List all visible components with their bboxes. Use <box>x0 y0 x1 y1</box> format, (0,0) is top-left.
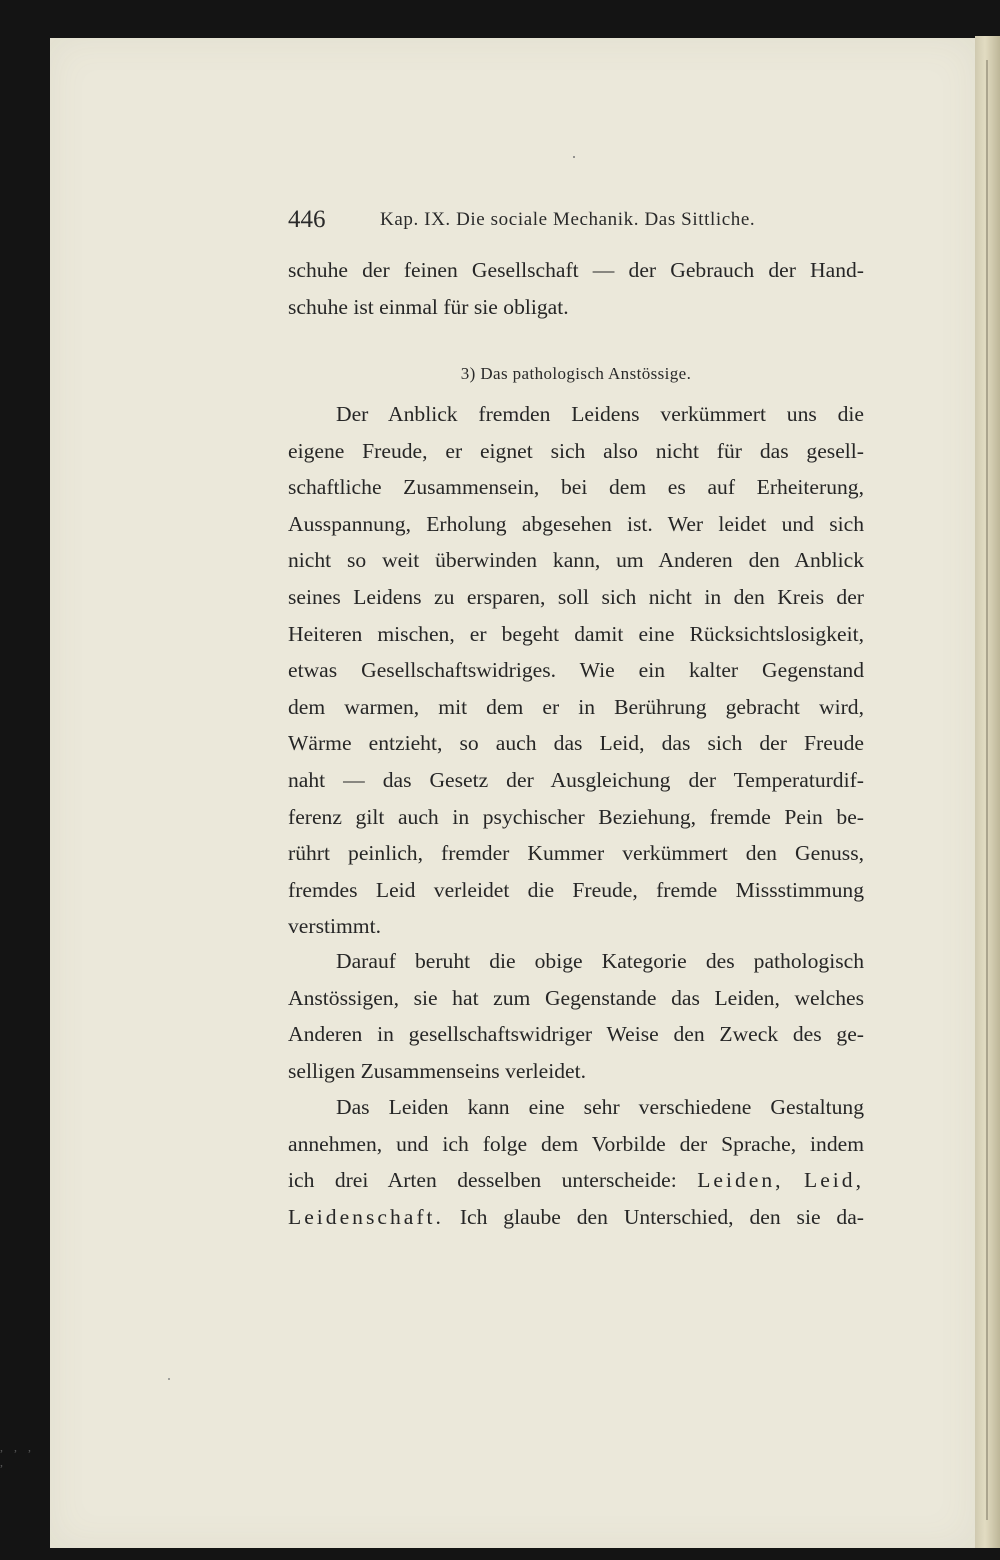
text-fragment: ich drei Arten desselben unterscheide: <box>288 1168 677 1193</box>
text-line: nicht so weit überwinden kann, um Anderen den Anblick <box>288 548 864 573</box>
page-edge-line <box>986 60 988 1520</box>
text-line: etwas Gesellschaftswidriges. Wie ein kalter Gegenstand <box>288 658 864 683</box>
text-line <box>288 1162 864 1199</box>
text-line: naht — das Gesetz der Ausgleichung der Temperaturdif- <box>288 767 864 792</box>
text-line: schuhe ist einmal für sie obligat. <box>288 294 569 319</box>
text-line <box>288 1199 864 1236</box>
text-line: Wärme entzieht, so auch das Leid, das sich der Freude <box>288 731 864 756</box>
text-line: Ausspannung, Erholung abgesehen ist. Wer leidet und sich <box>288 511 864 536</box>
paragraph-1 <box>288 252 864 325</box>
text-line: rührt peinlich, fremder Kummer verkümmert den Genuss, <box>288 841 864 866</box>
text-line: Anderen in gesellschaftswidriger Weise den Zweck des ge- <box>288 1022 864 1047</box>
text-line: eigene Freude, er eignet sich also nicht für das gesell- <box>288 438 864 463</box>
text-fragment: Ich glaube den Unterschied, den sie da- <box>459 1204 864 1229</box>
text-line: seines Leidens zu ersparen, soll sich nicht in den Kreis der <box>288 584 864 609</box>
margin-marks: , , , , <box>0 1440 35 1469</box>
text-line: ferenz gilt auch in psychischer Beziehung, fremde Pein be- <box>288 804 864 829</box>
paragraph-2 <box>288 396 864 945</box>
emphasized-term: Leid, <box>804 1168 865 1193</box>
page-number: 446 <box>288 206 326 233</box>
text-line: Das Leiden kann eine sehr verschiedene Gestaltung <box>336 1095 864 1119</box>
emphasized-term: Leiden, <box>697 1168 784 1193</box>
text-line: schaftliche Zusammensein, bei dem es auf Erheiterung, <box>288 475 864 500</box>
text-line: verstimmt. <box>288 914 381 939</box>
running-head: Kap. IX. Die sociale Mechanik. Das Sittliche. <box>380 209 756 230</box>
paragraph-4 <box>288 1089 864 1235</box>
text-line: dem warmen, mit dem er in Berührung gebracht wird, <box>288 694 864 719</box>
text-line: Der Anblick fremden Leidens verkümmert uns die <box>336 402 864 426</box>
text-line: fremdes Leid verleidet die Freude, fremde Missstimmung <box>288 877 864 902</box>
emphasized-term: Leidenschaft. <box>288 1204 444 1229</box>
text-line: Anstössigen, sie hat zum Gegenstande das Leiden, welches <box>288 985 864 1010</box>
text-line: selligen Zusammenseins verleidet. <box>288 1058 587 1083</box>
text-line: Darauf beruht die obige Kategorie des pathologisch <box>336 949 864 973</box>
paragraph-3 <box>288 943 864 1089</box>
text-line: annehmen, und ich folge dem Vorbilde der Sprache, indem <box>288 1131 864 1156</box>
page-header <box>288 202 868 238</box>
section-heading: 3) Das pathologisch Anstössige. <box>460 364 692 383</box>
text-line: Heiteren mischen, er begeht damit eine Rücksichtslosigkeit, <box>288 621 864 646</box>
text-line: schuhe der feinen Gesellschaft — der Gebrauch der Hand- <box>288 258 864 282</box>
page-speck <box>168 1378 170 1380</box>
page-speck <box>573 156 575 158</box>
